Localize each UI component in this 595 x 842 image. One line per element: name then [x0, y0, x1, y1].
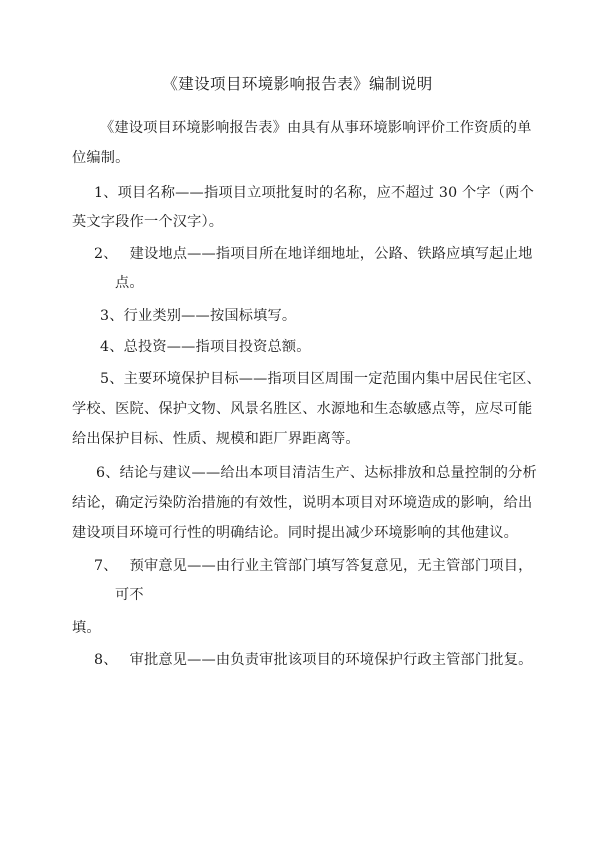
document-title: 《建设项目环境影响报告表》编制说明 — [162, 75, 433, 93]
item-5-line: 学校、医院、保护文物、风景名胜区、水源地和生态敏感点等，应尽可能 — [72, 401, 533, 417]
item-1-line: 英文字段作一个汉字）。 — [72, 214, 224, 230]
item-4-line: 4、总投资——指项目投资总额。 — [100, 339, 311, 355]
item-7-line: 7、 预审意见——由行业主管部门填写答复意见，无主管部门项目， — [94, 558, 533, 574]
item-3-line: 3、行业类别——按国标填写。 — [100, 308, 297, 324]
item-2-line: 点。 — [115, 275, 144, 291]
item-5-line: 给出保护目标、性质、规模和距厂界距离等。 — [72, 431, 360, 447]
item-1-line: 1、项目名称——指项目立项批复时的名称，应不超过 30 个字（两个 — [94, 185, 534, 201]
item-7-line: 填。 — [72, 620, 101, 636]
item-5-line: 5、主要环境保护目标——指项目区周围一定范围内集中居民住宅区、 — [100, 371, 541, 387]
item-8-line: 8、 审批意见——由负责审批该项目的环境保护行政主管部门批复。 — [94, 652, 533, 668]
intro-line: 《建设项目环境影响报告表》由具有从事环境影响评价工作资质的单 — [100, 120, 532, 136]
intro-line: 位编制。 — [72, 150, 130, 166]
item-2-line: 2、 建设地点——指项目所在地详细地址，公路、铁路应填写起止地 — [94, 246, 533, 262]
item-6-line: 结论，确定污染防治措施的有效性，说明本项目对环境造成的影响，给出 — [72, 495, 533, 511]
item-7-line: 可不 — [115, 587, 144, 603]
item-6-line: 建设项目环境可行性的明确结论。同时提出减少环境影响的其他建议。 — [72, 525, 519, 541]
item-6-line: 6、结论与建议——给出本项目清洁生产、达标排放和总量控制的分析 — [96, 465, 537, 481]
